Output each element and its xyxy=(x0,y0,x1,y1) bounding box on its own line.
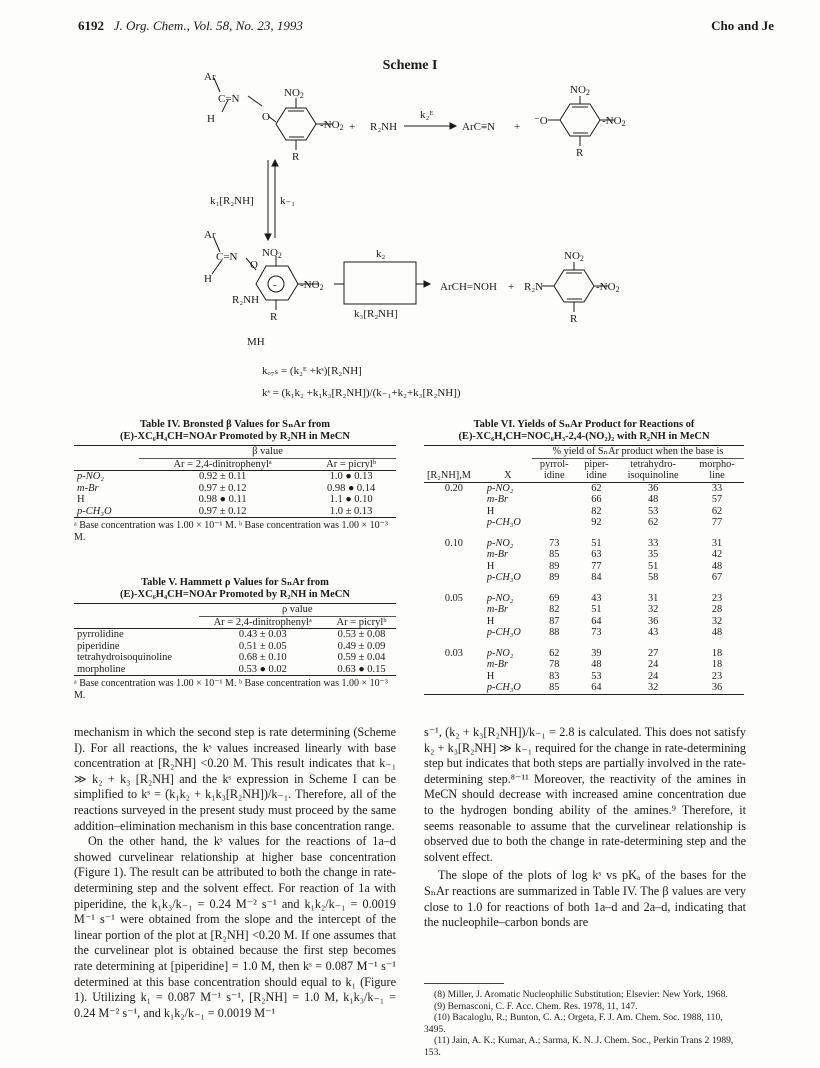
table-row: H 87 64 36 32 xyxy=(486,615,723,627)
label-r2nh-ring: R₂NH xyxy=(232,294,260,306)
references xyxy=(424,983,746,1058)
reference-item: (11) Jain, A. K.; Kumar, A.; Sarma, K. N. J. Chem. Soc., Perkin Trans 2 1989, 153. xyxy=(424,1035,734,1058)
label-no2-8: -NO2 xyxy=(596,281,620,294)
reference-item: (10) Bacaloglu, R.; Bunton, C. A.; Orgeta, F. J. Am. Chem. Soc. 1988, 110, 3495. xyxy=(424,1012,723,1035)
reference-item: (9) Bernasconi, C. F. Acc. Chem. Res. 1978, 11, 147. xyxy=(434,1000,638,1012)
label-k2: k₂ xyxy=(376,248,386,260)
label-o-2: O xyxy=(250,259,258,271)
label-r-2: R xyxy=(576,147,584,159)
label-k2e: k₂ᴱ xyxy=(420,109,434,121)
table-row: H 0.98 ● 0.11 1.1 ● 0.10 xyxy=(77,494,373,505)
table-vi-grid xyxy=(424,445,744,695)
label-oxime: ArCH=NOH xyxy=(440,281,497,293)
label-phenoxide-o: ⁻O xyxy=(534,115,548,127)
col-x: X xyxy=(504,470,512,481)
label-minus: - xyxy=(273,279,277,291)
label-k3: k₃[R₂NH] xyxy=(354,308,398,320)
col-tetrahydroisoquinoline: tetrahydro- isoquinoline xyxy=(627,458,679,481)
label-r2n: R₂N xyxy=(524,281,544,293)
label-mh: MH xyxy=(247,336,265,348)
label-ar-2: Ar xyxy=(204,229,216,241)
running-header-left xyxy=(78,18,303,34)
plus-1: + xyxy=(349,121,356,133)
table-vi-title: Table VI. Yields of SₙAr Product for Reactions of (E)-XC₆H₄CH=NOC₆H₃-2,4-(NO₂)₂ with R₂NH in MeCN xyxy=(458,419,710,442)
reaction-scheme xyxy=(0,70,820,410)
label-cn-1: C=N xyxy=(218,93,240,105)
table-vi xyxy=(424,419,744,695)
table-row: H 82 53 62 xyxy=(486,505,723,517)
label-nitrile: ArC≡N xyxy=(462,121,496,133)
label-h-1: H xyxy=(207,113,215,125)
label-no2-1: NO2 xyxy=(284,87,304,100)
equation-ks: kˢ = (k₁k₂ +k₁k₃[R₂NH])/(k₋₁+k₂+k₃[R₂NH]) xyxy=(262,387,461,399)
table-row: 0.05 p-NO₂ 69 43 31 23 xyxy=(444,592,723,604)
table-iv-col2: Ar = picrylᵇ xyxy=(326,458,377,470)
table-row: 0.03 p-NO₂ 62 39 27 18 xyxy=(444,647,723,659)
table-v-title: Table V. Hammett ρ Values for SₙAr from (E)-XC₆H₄CH=NOAr Promoted by R₂NH in MeCN xyxy=(120,577,350,600)
table-iv-col1: Ar = 2,4-dinitrophenylᵃ xyxy=(173,458,272,470)
table-row: m-Br 0.97 ± 0.12 0.98 ● 0.14 xyxy=(77,482,376,494)
label-r-3: R xyxy=(270,311,278,323)
label-r2nh: R₂NH xyxy=(370,121,398,133)
col-pyrrolidine: pyrrol- idine xyxy=(539,458,569,481)
table-row: p-CH₃O 88 73 43 48 xyxy=(486,627,723,638)
body-left-column xyxy=(74,725,396,1021)
reference-item: (8) Miller, J. Aromatic Nucleophilic Substitution; Elsevier: New York, 1968. xyxy=(434,989,728,1000)
label-k1: k₁[R₂NH] xyxy=(210,195,254,207)
paragraph: mechanism in which the second step is rate determining (Scheme I). For all reactions, the kˢ values increased linearly with base concentration at [R₂NH] <0.20 M. This result indicates that k₋₁ ≫ k₂ + k₃ [R₂NH] and the kˢ expression in Scheme I can be simplified to kˢ = (k₁k₂ + k₁k₃[R₂NH])/k₋₁. Therefore, all of the reactions surveyed in the present study must proceed by the same addition–elimination mechanism in this base concentration range. xyxy=(74,725,396,833)
label-k-minus-1: k₋₁ xyxy=(280,195,296,207)
label-no2-7: NO2 xyxy=(564,250,584,263)
table-row: p-CH₃O 0.97 ± 0.12 1.0 ± 0.13 xyxy=(74,506,396,518)
label-no2-4: -NO2 xyxy=(602,115,626,128)
label-cn-2: C=N xyxy=(216,251,238,263)
body-right-column xyxy=(424,725,746,931)
equation-kobs: kₒ₇ₛ = (k₂ᴱ +kˢ)[R₂NH] xyxy=(262,365,362,377)
table-row: tetrahydroisoquinoline 0.68 ± 0.10 0.59 ± 0.04 xyxy=(77,652,386,663)
table-iv-title: Table IV. Bronsted β Values for SₙAr from (E)-XC₆H₄CH=NOAr Promoted by R₂NH in MeCN xyxy=(120,419,350,442)
plus-3: + xyxy=(508,281,515,293)
table-row: piperidine 0.51 ± 0.05 0.49 ± 0.09 xyxy=(77,640,386,652)
page-number: 6192 xyxy=(78,18,104,33)
table-row: pyrrolidine 0.43 ± 0.03 0.53 ± 0.08 xyxy=(77,629,386,640)
table-row: p-CH₃O 89 84 58 67 xyxy=(486,572,723,583)
footnote-rule xyxy=(424,983,504,984)
table-row: 0.10 p-NO₂ 73 51 33 31 xyxy=(444,537,723,549)
table-row: p-NO₂ 0.92 ± 0.11 1.0 ● 0.13 xyxy=(77,471,373,482)
col-conc: [R₂NH],M xyxy=(427,470,471,481)
table-row: p-CH₃O 85 64 32 36 xyxy=(424,682,744,694)
col-piperidine: piper- idine xyxy=(584,458,609,481)
col-morpholine: morpho- line xyxy=(699,458,735,481)
table-row: 0.20 p-NO₂ 62 36 33 xyxy=(444,482,723,494)
table-row: m-Br 78 48 24 18 xyxy=(486,659,723,670)
table-v-footnote: ᵃ Base concentration was 1.00 × 10⁻¹ M. ᵇ Base concentration was 1.00 × 10⁻³ M. xyxy=(74,678,388,701)
label-o-1: O xyxy=(262,111,270,123)
table-v-col2: Ar = picrylᵇ xyxy=(336,616,387,628)
table-iv-span-header: β value xyxy=(139,446,396,459)
paragraph: s⁻¹, (k₂ + k₃[R₂NH])/k₋₁ = 2.8 is calculated. This does not satisfy k₂ + k₃[R₂NH] ≫ k₋₁ required for the change in rate-determining step but indicates that both steps are partially involved in the rate-determining step.⁸⁻¹¹ Moreover, the reactivity of the amines in MeCN should decrease with increased amine concentration due to the hydrogen bonding ability of the amines.⁹ Therefore, it seems reasonable to assume that the curvelinear relationship is observed due to both the change in rate-determining step and the solvent effect. xyxy=(424,725,746,864)
table-v-grid xyxy=(74,603,396,676)
table-row: m-Br 66 48 57 xyxy=(486,494,723,505)
table-iv-grid xyxy=(74,445,396,518)
table-row: H 83 53 24 23 xyxy=(486,670,723,682)
table-v xyxy=(74,577,396,702)
table-vi-span-header: % yield of SₙAr product when the base is xyxy=(532,446,744,459)
label-no2-3: NO2 xyxy=(570,84,590,97)
label-no2-6: -NO2 xyxy=(300,279,324,292)
table-row: morpholine 0.53 ● 0.02 0.63 ● 0.15 xyxy=(74,664,396,676)
plus-2: + xyxy=(514,121,521,133)
paragraph: On the other hand, the kˢ values for the reactions of 1a–d showed curvelinear relationship at higher base concentration (Figure 1). The result can be attributed to both the change in rate-determining step and the solvent effect. For reaction of 1a with piperidine, the k₁k₃/k₋₁ = 0.24 M⁻² s⁻¹ and k₁k₂/k₋₁ = 0.0019 M⁻¹ s⁻¹ were obtained from the slope and the intercept of the linear portion of the plot at [R₂NH] <0.20 M. If one assumes that the curvelinear plot is obtained because the first step becomes rate determining at [piperidine] = 1.0 M, then kˢ = 0.087 M⁻¹ s⁻¹ determined at this base concentration should equal to k₁ (Figure 1). Utilizing k₁ = 0.087 M⁻¹ s⁻¹, [R₂NH] = 1.0 M, k₁k₃/k₋₁ = 0.24 M⁻² s⁻¹, and k₁k₂/k₋₁ = 0.0019 M⁻¹ xyxy=(74,834,396,1020)
journal-citation: J. Org. Chem., Vol. 58, No. 23, 1993 xyxy=(113,18,303,33)
label-r-1: R xyxy=(292,151,300,163)
table-iv-footnote: ᵃ Base concentration was 1.00 × 10⁻¹ M. ᵇ Base concentration was 1.00 × 10⁻³ M. xyxy=(74,520,388,543)
label-ar-1: Ar xyxy=(204,71,216,83)
table-row: H 89 77 51 48 xyxy=(486,560,723,572)
label-no2-2: -NO2 xyxy=(320,119,344,132)
scheme-title: Scheme I xyxy=(382,58,438,73)
table-row: m-Br 85 63 35 42 xyxy=(486,549,723,560)
table-v-span-header: ρ value xyxy=(199,604,397,617)
label-no2-5: NO2 xyxy=(262,247,282,260)
label-h-2: H xyxy=(204,273,212,285)
table-iv xyxy=(74,419,396,544)
table-row: p-CH₃O 92 62 77 xyxy=(486,517,723,528)
paragraph: The slope of the plots of log kˢ vs pKₐ of the bases for the SₙAr reactions are summarized in Table IV. The β values are very close to 1.0 for reactions of both 1a–d and 2a–d, indicating that the nucleophile–carbon bonds are xyxy=(424,868,746,930)
table-row: m-Br 82 51 32 28 xyxy=(486,604,723,615)
label-r-4: R xyxy=(570,313,578,325)
running-header-authors: Cho and Je xyxy=(711,18,774,33)
table-v-col1: Ar = 2,4-dinitrophenylᵃ xyxy=(213,616,312,628)
